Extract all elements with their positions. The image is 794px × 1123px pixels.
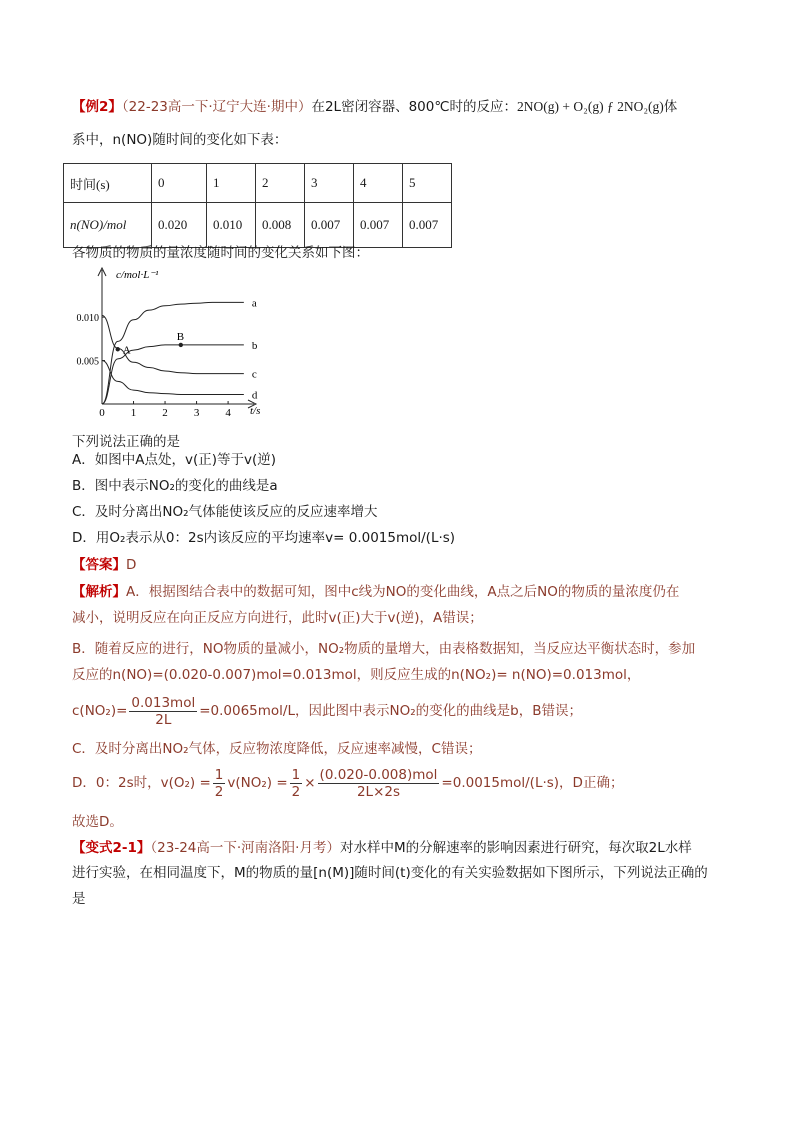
point-A [116, 347, 120, 351]
analysis-b3 [72, 694, 582, 728]
fraction-den: 2 [214, 783, 224, 800]
d-text: =0.0015mol/(L·s)，D正确； [441, 775, 624, 791]
table-header-row [64, 164, 452, 203]
table-row-label: n(NO)/mol [64, 203, 152, 248]
x-axis-label: t/s [250, 405, 261, 417]
x-tick-label: 1 [130, 407, 137, 419]
data-table [63, 163, 452, 248]
variant-source: （23-24高一下·河南洛阳·月考） [150, 840, 340, 856]
analysis-d [72, 766, 623, 800]
series-label-a: a [251, 297, 257, 310]
analysis-c1: C．及时分离出NO₂气体，反应物浓度降低，反应速率减慢，C错误； [72, 741, 482, 757]
table-cell: 0.007 [305, 203, 354, 248]
example-line-2: 系中，n(NO)随时间的变化如下表： [72, 132, 288, 148]
x-tick-label: 3 [193, 407, 200, 419]
analysis-b2: 反应的n(NO)=(0.020-0.007)mol=0.013mol，则反应生成的n(NO₂)= n(NO)=0.013mol， [72, 667, 641, 683]
series-label-c: c [251, 368, 257, 381]
reaction-equation: 2NO(g) + O₂(g) ƒ 2NO₂(g) [517, 99, 664, 114]
variant-header [72, 838, 692, 858]
example-text: 在2L密闭容器、800℃时的反应： [311, 99, 518, 115]
table-cell: 0.007 [354, 203, 403, 248]
formula-lhs: c(NO₂)= [72, 703, 128, 719]
point-label-A: A [122, 344, 131, 357]
analysis-a2: 减小，说明反应在向正反应方向进行，此时v(正)大于v(逆)，A错误； [72, 610, 483, 626]
d-text: D．0：2s时，v(O₂) = [72, 775, 211, 791]
y-tick-label: 0.010 [76, 313, 99, 325]
variant-line-2: 进行实验，在相同温度下，M的物质的量[n(M)]随时间(t)变化的有关实验数据如下图所示，下列说法正确的 [72, 865, 708, 881]
fraction-num: 1 [214, 766, 224, 783]
table-cell: 0.010 [207, 203, 256, 248]
analysis-b1: B．随着反应的进行，NO物质的量减小，NO₂物质的量增大，由表格数据知，当反应达平衡状态时，参加 [72, 641, 696, 657]
graph-intro: 各物质的物质的量浓度随时间的变化关系如下图： [72, 245, 369, 261]
example-source: （22-23高一下·辽宁大连·期中） [121, 99, 312, 115]
table-row [64, 203, 452, 248]
example-tag: 【例2】 [72, 99, 122, 115]
answer-line [72, 555, 136, 575]
x-tick-label: 0 [99, 407, 105, 419]
variant-line-3: 是 [72, 891, 86, 907]
variant-tag: 【变式2-1】 [72, 840, 151, 856]
point-B [179, 343, 183, 347]
y-tick-label: 0.005 [76, 356, 99, 368]
table-cell: 1 [207, 164, 256, 203]
fraction [290, 767, 303, 800]
fraction-den: 2L [155, 711, 172, 728]
y-axis-label: c/mol·L⁻¹ [116, 269, 159, 281]
fraction [213, 767, 226, 800]
table-cell: 0.007 [403, 203, 452, 248]
fraction-num: 0.013mol [131, 694, 196, 711]
x-tick-label: 4 [225, 407, 231, 419]
x-tick-label: 2 [162, 407, 168, 419]
formula-rhs: =0.0065mol/L，因此图中表示NO₂的变化的曲线是b，B错误； [199, 703, 582, 719]
fraction-num: (0.020-0.008)mol [319, 766, 438, 783]
times-sign: × [304, 775, 316, 791]
table-cell: 3 [305, 164, 354, 203]
analysis-text: A．根据图结合表中的数据可知，图中c线为NO的变化曲线，A点之后NO的物质的量浓度仍在 [126, 584, 680, 600]
d-text: v(NO₂) = [227, 775, 288, 791]
analysis-a1 [72, 582, 679, 602]
series-label-d: d [251, 389, 258, 402]
conclusion: 故选D。 [72, 814, 123, 830]
table-cell: 5 [403, 164, 452, 203]
answer-value: D [126, 557, 137, 573]
question-stem: 下列说法正确的是 [72, 434, 180, 450]
fraction-num: 1 [291, 766, 301, 783]
option-c: C．及时分离出NO₂气体能使该反应的反应速率增大 [72, 504, 378, 520]
series-line-d [102, 361, 244, 395]
table-cell: 0 [152, 164, 207, 203]
table-cell: 时间(s) [64, 164, 152, 203]
table-cell: 0.020 [152, 203, 207, 248]
analysis-tag: 【解析】 [72, 584, 126, 600]
option-a: A．如图中A点处，v(正)等于v(逆) [72, 452, 277, 468]
fraction-den: 2 [291, 783, 301, 800]
table-cell: 4 [354, 164, 403, 203]
table-cell: 2 [256, 164, 305, 203]
variant-text: 对水样中M的分解速率的影响因素进行研究，每次取2L水样 [339, 840, 692, 856]
point-label-B: B [176, 330, 185, 343]
table-cell: 0.008 [256, 203, 305, 248]
option-d: D．用O₂表示从0：2s内该反应的平均速率v= 0.0015mol/(L·s) [72, 530, 456, 546]
example-header [72, 97, 677, 117]
fraction [318, 767, 440, 800]
concentration-chart [72, 264, 272, 426]
answer-tag: 【答案】 [72, 557, 126, 573]
series-label-b: b [251, 339, 258, 352]
option-b: B．图中表示NO₂的变化的曲线是a [72, 478, 278, 494]
example-text-end: 体 [663, 99, 678, 115]
fraction-den: 2L×2s [356, 783, 400, 800]
fraction [129, 695, 197, 728]
